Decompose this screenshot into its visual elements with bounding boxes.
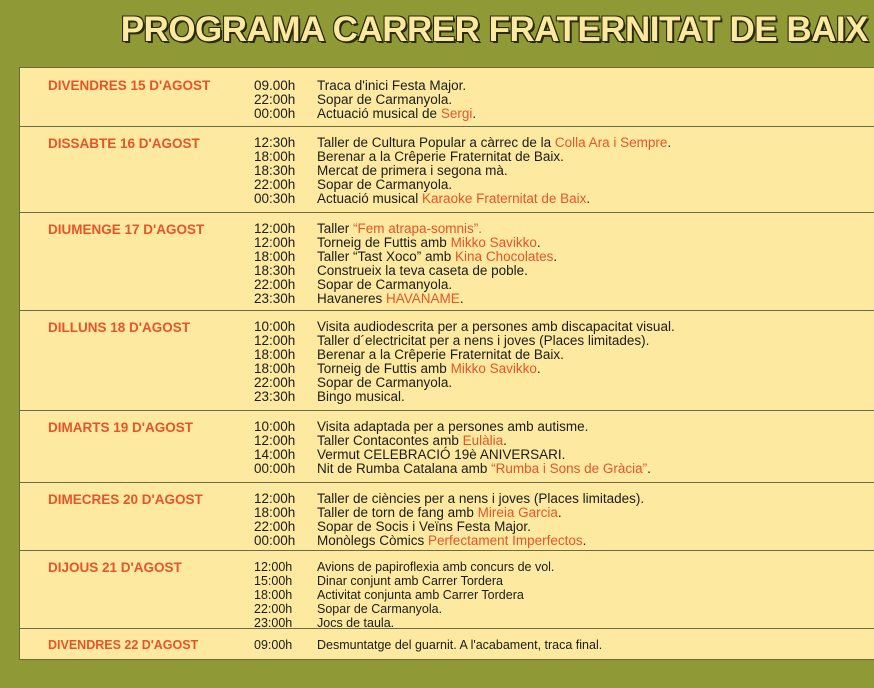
day-block [20,410,874,483]
event-row: 22:00h Sopar de Carmanyola. [254,375,453,390]
event-row: 00:00h Actuació musical de Sergi. [254,106,477,121]
event-row: 10:00h Visita adaptada per a persones amb autisme. [254,419,589,434]
event-row: 10:00h Visita audiodescrita per a persones amb discapacitat visual. [254,319,675,334]
event-row: 00:30h Actuació musical Karaoke Fraternitat de Baix. [254,191,591,206]
event-row: 09.00h Traca d'inici Festa Major. [254,78,467,93]
event-row: 00:00h Monòlegs Còmics Perfectament Imperfectos. [254,533,587,548]
event-row: 12:00h Avions de papiroflexia amb concurs de vol. [254,560,555,574]
event-row: 12:00h Taller Contacontes amb Eulàlia. [254,433,507,448]
event-row: 12:30h Taller de Cultura Popular a càrrec de la Colla Ara i Sempre. [254,135,672,150]
page-title: PROGRAMA CARRER FRATERNITAT DE BAIX [120,10,868,49]
day-name: DIJOUS 21 D'AGOST [48,560,182,575]
day-block [20,628,874,661]
event-row: 18:00h Berenar a la Crêperie Fraternitat de Baix. [254,347,564,362]
day-name: DIVENDRES 15 D'AGOST [48,78,211,93]
event-row: 18:00h Taller “Tast Xoco” amb Kina Chocolates. [254,249,558,264]
day-block [20,68,874,127]
day-name: DIMECRES 20 D'AGOST [48,492,203,507]
day-block [20,310,874,411]
event-row: 12:00h Taller de ciències per a nens i joves (Places limitades). [254,491,645,506]
day-name: DILLUNS 18 D'AGOST [48,320,190,335]
event-row: 18:00h Taller de torn de fang amb Mireia Garcia. [254,505,562,520]
event-row: 22:00h Sopar de Carmanyola. [254,277,453,292]
event-row: 15:00h Dinar conjunt amb Carrer Tordera [254,574,503,588]
event-row: 18:30h Mercat de primera i segona mà. [254,163,508,178]
day-name: DIMARTS 19 D'AGOST [48,420,193,435]
day-name: DISSABTE 16 D'AGOST [48,136,200,151]
event-row: 18:00h Berenar a la Crêperie Fraternitat de Baix. [254,149,564,164]
event-row: 22:00h Sopar de Carmanyola. [254,602,443,616]
event-row: 23:00h Jocs de taula. [254,616,395,630]
event-row: 00:00h Nit de Rumba Catalana amb “Rumba i Sons de Gràcia”. [254,461,651,476]
event-row: 18:00h Activitat conjunta amb Carrer Tordera [254,588,524,602]
event-row: 22:00h Sopar de Carmanyola. [254,177,453,192]
event-row: 22:00h Sopar de Socis i Veïns Festa Major. [254,519,531,534]
day-block [20,550,874,629]
event-row: 22:00h Sopar de Carmanyola. [254,92,453,107]
event-row: 18:30h Construeix la teva caseta de poble. [254,263,528,278]
event-row: 23:30h Havaneres HAVANAME. [254,291,464,306]
day-block [20,126,874,213]
day-name: DIVENDRES 22 D'AGOST [48,638,199,652]
event-row: 09:00h Desmuntatge del guarnit. A l'acabament, traca final. [254,638,603,652]
schedule-panel [19,67,874,660]
event-row: 12:00h Taller “Fem atrapa-somnis”. [254,221,483,236]
day-block [20,482,874,551]
day-name: DIUMENGE 17 D'AGOST [48,222,205,237]
event-row: 14:00h Vermut CELEBRACIÓ 19è ANIVERSARI. [254,447,566,462]
event-row: 12:00h Torneig de Futtis amb Mikko Savikko. [254,235,541,250]
event-row: 23:30h Bingo musical. [254,389,405,404]
event-row: 18:00h Torneig de Futtis amb Mikko Savikko. [254,361,541,376]
event-row: 12:00h Taller d´electricitat per a nens i joves (Places limitades). [254,333,650,348]
day-block [20,212,874,311]
